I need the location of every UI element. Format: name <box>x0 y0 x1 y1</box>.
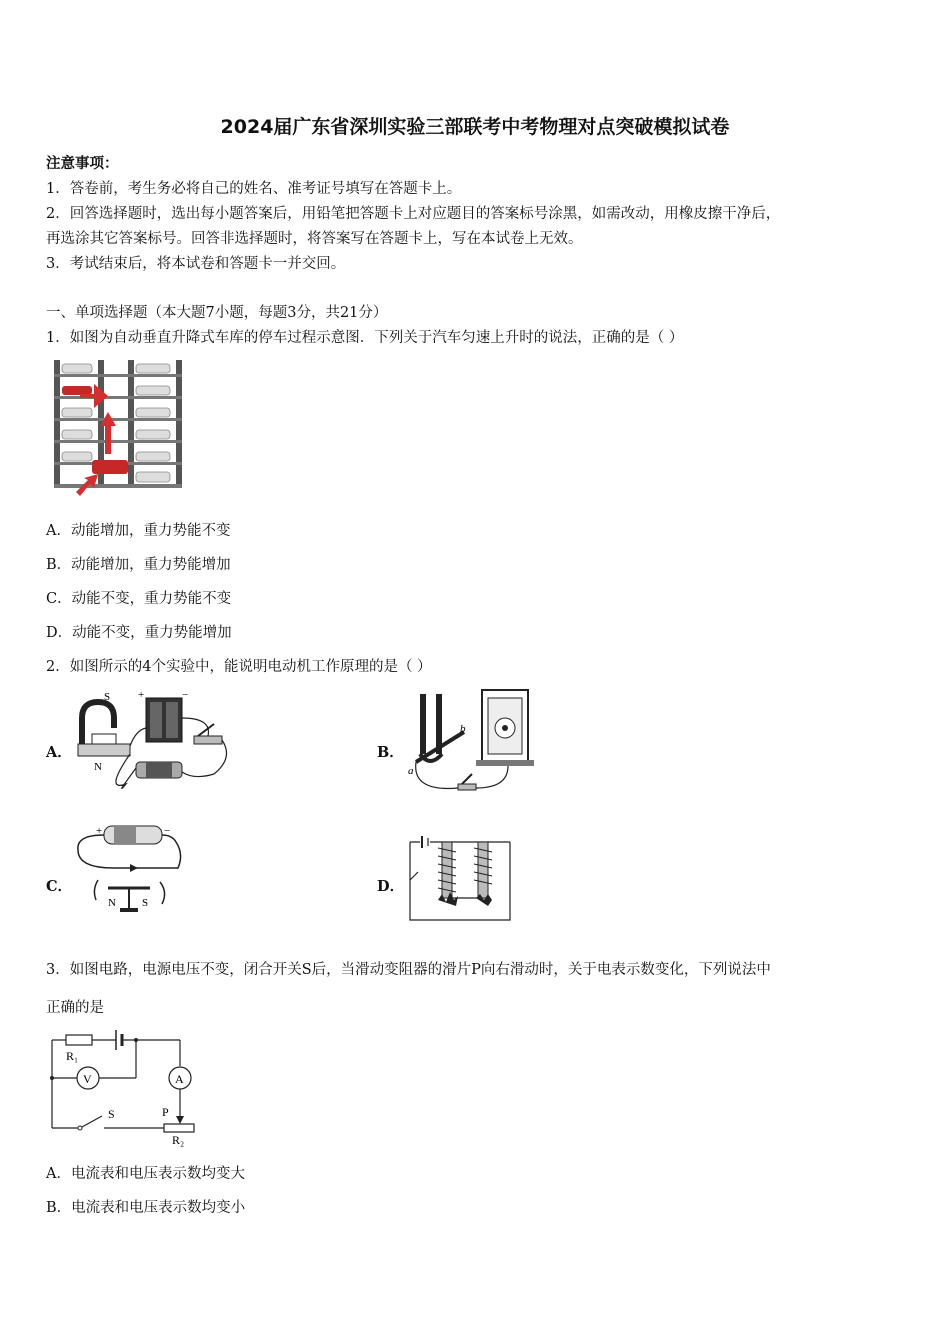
pole-s-label: S <box>104 691 111 703</box>
notice-item-2-cont: 再选涂其它答案标号。回答非选择题时，将答案写在答题卡上，写在本试卷上无效。 <box>46 231 583 247</box>
slider-p-label: P <box>162 1105 169 1119</box>
figure-c-oersted <box>74 820 186 916</box>
notice-item-3: 3．考试结束后，将本试卷和答题卡一并交回。 <box>46 256 346 272</box>
q3-stem-line1: 3．如图电路，电源电压不变，闭合开关S后，当滑动变阻器的滑片P向右滑动时，关于电表示数变化，下列说法中 <box>46 962 771 978</box>
q1-stem: 1．如图为自动垂直升降式车库的停车过程示意图．下列关于汽车匀速上升时的说法，正确的是（ ） <box>46 330 684 346</box>
battery-plus-label: + <box>96 825 103 837</box>
plus-label: + <box>138 689 145 701</box>
voltmeter-label: V <box>83 1072 92 1086</box>
r1-label: R₁ <box>66 1049 79 1063</box>
q2-label-c: C． <box>46 878 73 895</box>
q3-stem-line2: 正确的是 <box>46 1000 104 1016</box>
figure-b-galvanometer <box>404 688 536 800</box>
q1-option-d: D．动能不变，重力势能增加 <box>46 625 232 641</box>
figure-a-generator <box>74 688 234 800</box>
q2-label-b: B． <box>377 744 404 761</box>
q1-option-c: C．动能不变，重力势能不变 <box>46 591 232 607</box>
q1-option-b: B．动能增加，重力势能增加 <box>46 557 231 573</box>
needle-s-label: S <box>142 897 149 909</box>
q3-option-b: B．电流表和电压表示数均变小 <box>46 1200 246 1216</box>
q2-label-d: D． <box>377 878 405 895</box>
r2-label: R₂ <box>172 1133 185 1147</box>
battery-minus-label: − <box>164 825 171 837</box>
notice-heading: 注意事项： <box>46 155 119 172</box>
figure-d-electromagnets <box>404 832 516 924</box>
q3-option-a: A．电流表和电压表示数均变大 <box>46 1166 245 1182</box>
page-title: 2024届广东省深圳实验三部联考中考物理对点突破模拟试卷 <box>220 116 730 138</box>
rod-b-label: b <box>460 723 466 735</box>
ammeter-label: A <box>175 1072 184 1086</box>
switch-s-label: S <box>108 1107 115 1121</box>
rod-a-label: a <box>408 765 414 777</box>
garage-figure <box>48 356 188 498</box>
notice-item-1: 1．答卷前，考生务必将自己的姓名、准考证号填写在答题卡上。 <box>46 181 462 197</box>
minus-label: − <box>182 689 189 701</box>
circuit-diagram <box>44 1028 196 1150</box>
q1-option-a: A．动能增加，重力势能不变 <box>46 523 231 539</box>
pole-n-label: N <box>94 761 102 773</box>
section-heading: 一、单项选择题（本大题7小题，每题3分，共21分） <box>46 305 388 321</box>
notice-item-2: 2．回答选择题时，选出每小题答案后，用铅笔把答题卡上对应题目的答案标号涂黑，如需改动，用橡皮擦干净后， <box>46 206 781 222</box>
q2-label-a: A． <box>46 744 72 761</box>
q2-stem: 2．如图所示的4个实验中，能说明电动机工作原理的是（ ） <box>46 659 432 675</box>
needle-n-label: N <box>108 897 116 909</box>
